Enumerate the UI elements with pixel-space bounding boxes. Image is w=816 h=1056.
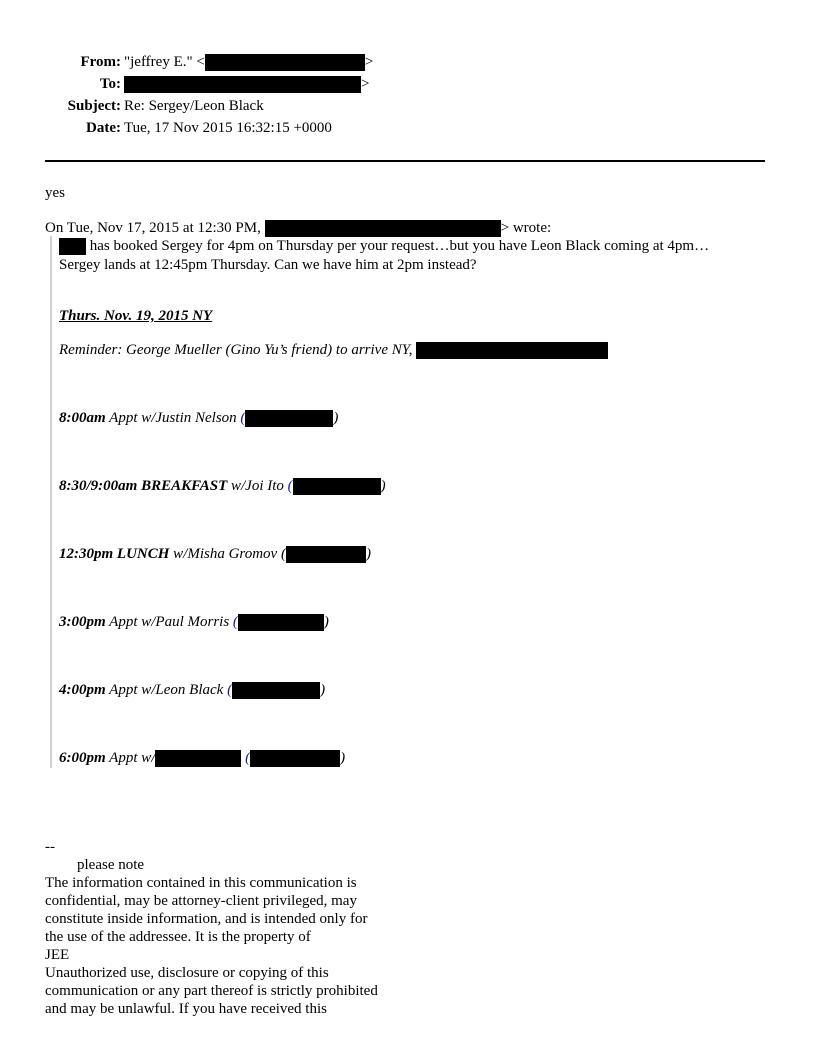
- open-paren: (: [280, 546, 286, 562]
- quote-line-2: Sergey lands at 12:45pm Thursday. Can we have him at 2pm instead?: [59, 257, 477, 273]
- from-value: [124, 52, 373, 72]
- to-value: [124, 74, 369, 94]
- schedule-item: [59, 545, 371, 563]
- signature-line: Unauthorized use, disclosure or copying of this: [45, 965, 329, 981]
- signature-line: The information contained in this communication is: [45, 875, 357, 891]
- close-paren: ): [320, 682, 326, 698]
- schedule-item: [59, 681, 325, 699]
- schedule-date-heading: Thurs. Nov. 19, 2015 NY: [59, 308, 213, 324]
- schedule-desc: Appt w/Paul Morris: [105, 614, 233, 630]
- quote-intro: [45, 219, 551, 237]
- open-paren: (: [227, 682, 233, 698]
- signature-line: communication or any part thereof is strictly prohibited: [45, 983, 378, 999]
- subject-label: Subject:: [67, 98, 121, 114]
- from-row: [45, 52, 445, 72]
- schedule-time: 3:00pm: [59, 614, 106, 630]
- close-paren: ): [380, 478, 386, 494]
- quote-intro-start: On Tue, Nov 17, 2015 at 12:30 PM,: [45, 220, 261, 236]
- schedule-item: [59, 409, 338, 427]
- redaction: [155, 750, 241, 767]
- subject-value: Re: Sergey/Leon Black: [124, 98, 264, 114]
- to-label: To:: [99, 76, 121, 92]
- quote-bar: [50, 236, 52, 768]
- schedule-time: 6:00pm: [59, 750, 106, 766]
- redaction: [232, 682, 320, 699]
- quote-intro-end: > wrote:: [500, 220, 552, 236]
- redaction: [59, 238, 86, 255]
- schedule-desc: w/Joi Ito: [227, 478, 288, 494]
- schedule-desc: Appt w/Justin Nelson: [105, 410, 241, 426]
- open-paren: (: [240, 410, 246, 426]
- schedule-item: [59, 477, 386, 495]
- redaction: [250, 750, 340, 767]
- quote-line-1: [59, 237, 709, 255]
- signature-dashes: --: [45, 839, 55, 855]
- schedule-reminder: [59, 341, 608, 359]
- schedule-time: 4:00pm: [59, 682, 106, 698]
- from-label: From:: [80, 54, 121, 70]
- signature-line: and may be unlawful. If you have received this: [45, 1001, 327, 1017]
- schedule-time: 8:30/9:00am BREAKFAST: [59, 478, 228, 494]
- schedule-desc: Appt w/Leon Black: [105, 682, 228, 698]
- schedule-item: [59, 613, 329, 631]
- reply-text: yes: [45, 185, 65, 201]
- schedule-time: 8:00am: [59, 410, 106, 426]
- schedule-desc: Appt w/: [105, 750, 156, 766]
- signature-line: confidential, may be attorney-client privileged, may: [45, 893, 357, 909]
- schedule-item: [59, 749, 345, 767]
- header-divider: [45, 160, 765, 162]
- signature-line: the use of the addressee. It is the property of: [45, 929, 311, 945]
- close-paren: ): [340, 750, 346, 766]
- close-paren: ): [333, 410, 339, 426]
- redaction: [124, 76, 361, 93]
- redaction: [245, 410, 333, 427]
- reminder-text: Reminder: George Mueller (Gino Yu’s friend) to arrive NY,: [59, 342, 413, 358]
- redaction: [238, 614, 324, 631]
- to-close: >: [361, 76, 370, 92]
- redaction: [265, 220, 501, 237]
- signature-note: please note: [77, 857, 145, 873]
- date-value: Tue, 17 Nov 2015 16:32:15 +0000: [124, 120, 332, 136]
- open-paren: (: [232, 614, 238, 630]
- redaction: [205, 54, 365, 71]
- schedule-time: 12:30pm LUNCH: [59, 546, 170, 562]
- schedule-desc: w/Misha Gromov: [169, 546, 281, 562]
- from-close: >: [364, 54, 374, 70]
- redaction: [293, 478, 381, 495]
- quote-line-1-text: has booked Sergey for 4pm on Thursday per your request…but you have Leon Black coming at 4pm…: [89, 238, 710, 254]
- signature-line: JEE: [45, 947, 70, 963]
- redaction: [286, 546, 366, 563]
- date-row: [45, 118, 445, 138]
- subject-row: [45, 96, 445, 116]
- close-paren: ): [365, 546, 371, 562]
- close-paren: ): [323, 614, 329, 630]
- open-paren: (: [245, 750, 251, 766]
- signature-line: constitute inside information, and is intended only for: [45, 911, 368, 927]
- redaction: [416, 342, 608, 359]
- from-name: "jeffrey E." <: [124, 54, 205, 70]
- open-paren: (: [287, 478, 293, 494]
- date-label: Date:: [86, 120, 121, 136]
- to-row: [45, 74, 445, 94]
